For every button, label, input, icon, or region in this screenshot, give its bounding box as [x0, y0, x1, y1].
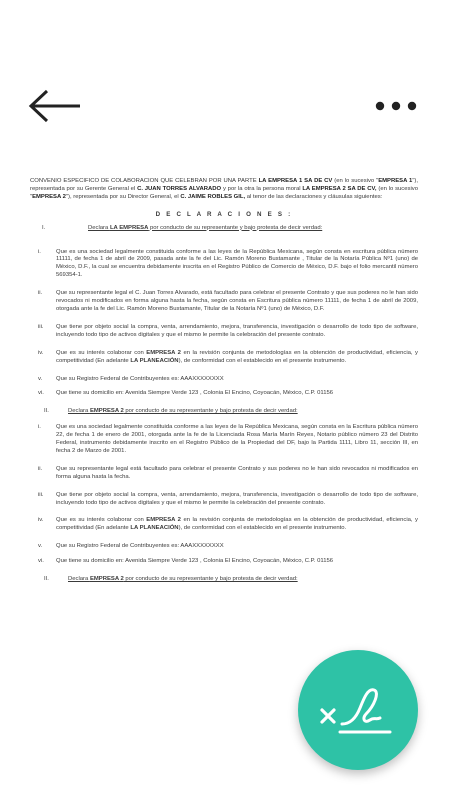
section-text: Declara EMPRESA 2 por conducto de su representante y bajo protesta de decir verdad: — [68, 576, 298, 583]
more-options-button[interactable] — [372, 92, 422, 120]
declaration-item: v. Que su Registro Federal de Contribuyentes es: AAAXXXXXXXX — [38, 543, 224, 550]
section-heading-1 — [30, 225, 418, 233]
back-button[interactable] — [28, 88, 84, 124]
declaration-item: iii. Que tiene por objeto social la compra, venta, arrendamiento, mejora, transferencia, investigación o desarrollo de todo tipo de software, incluyendo todo tipo de activos digitales y que el mismo le permite la celebración del presente contrato. — [38, 491, 418, 506]
declaration-item: iv. Que es su interés colaborar con EMPRESA 2 en la revisión conjunta de metodologías en la obtención de productividad, eficiencia, y competitividad (En adelante LA PLANEACIÓN), de conformidad con el establecido en el presente instrumento. — [38, 349, 418, 364]
declaration-item: v. Que su Registro Federal de Contribuyentes es: AAAXXXXXXXX — [38, 375, 224, 382]
declaration-item: vi. Que tiene su domicilio en: Avenida Siempre Verde 123 , Colonia El Encino, Coyoacán, México, C.P. 01156 — [38, 558, 334, 565]
declaration-item: i. Que es una sociedad legalmente constituida conforme a las leyes de la República Mexicana, según consta en escritura pública número 11111, de fecha 1 de abril de 2009, pasada ante la fe del Lic. Ramón Moreno Bustamante , Titular de la Notaría Pública Nº1 (uno) de México, D.F., la cual se encuentra debidamente inscrita en el Registro Público de Comercio de México, D.F. bajo el folio mercantil número 569354-1. — [38, 248, 418, 279]
section-number: I. — [42, 224, 46, 231]
declaraciones-heading: D E C L A R A C I O N E S : — [155, 210, 293, 218]
arrow-left-icon — [28, 88, 84, 124]
declaration-item: ii. Que su representante legal el C. Juan Torres Alvarado, está facultado para celebrar el presente Contrato y que sus poderes no le han sido revocados ni modificados en forma alguna hasta la fecha, según consta en Escritura pública número 11111, de fecha 1 de abril de 2009, otorgada ante la fe del Lic. Ramón Moreno Bustamante, Titular de la Notaría Nº1 (uno) de México, D.F. — [38, 290, 418, 312]
section-number: II. — [44, 408, 49, 415]
declaration-item: iv. Que es su interés colaborar con EMPRESA 2 en la revisión conjunta de metodologías en la obtención de productividad, eficiencia, y competitividad (En adelante LA PLANEACIÓN), de conformidad con el establecido en el presente instrumento. — [38, 517, 418, 532]
section-number: II. — [44, 576, 49, 583]
declaration-item: vi. Que tiene su domicilio en: Avenida Siempre Verde 123 , Colonia El Encino, Coyoacán, México, C.P. 01156 — [38, 390, 334, 397]
section-text: Declara LA EMPRESA por conducto de su representante y bajo protesta de decir verdad: — [88, 224, 323, 231]
declaration-item: i. Que es una sociedad legalmente constituida conforme a las leyes de la República Mexicana, según consta en la Escritura pública número 22, de fecha 1 de enero de 2001, otorgada ante la fe de la Licenciada Rosa María Marín Reyes, Notario público número 23 del Distrito Federal, instrumento debidamente inscrito en el Registro Público de la Propiedad del DF, bajo la Partida 1111, Libro 11, sección III, en fecha 2 de Marzo de 2001. — [38, 424, 418, 454]
section-heading-3 — [30, 576, 418, 584]
toolbar — [0, 0, 450, 150]
sign-fab-button[interactable] — [298, 650, 418, 770]
section-heading-2 — [30, 408, 418, 416]
document-intro: CONVENIO ESPECÍFICO DE COLABORACIÓN QUE CELEBRAN POR UNA PARTE LA EMPRESA 1 SA DE CV (en lo sucesivo "EMPRESA 1"), representada por su Gerente General el C. JUAN TORRES ALVARADO y por la otra la persona moral LA EMPRESA 2 SA DE CV, (en lo sucesivo "EMPRESA 2"), representada por su Director General, el C. JAIME ROBLES GIL, al tenor de las declaraciones y cláusulas siguientes: — [30, 178, 418, 200]
declaration-item: ii. Que su representante legal está facultado para celebrar el presente Contrato y sus poderes no le han sido revocados ni modificados en forma alguna hasta la fecha. — [38, 465, 418, 480]
declaration-item: iii. Que tiene por objeto social la compra, venta, arrendamiento, mejora, transferencia, investigación o desarrollo de todo tipo de software, incluyendo todo tipo de activos digitales y que el mismo le permite la celebración del presente contrato. — [38, 323, 418, 338]
signature-icon — [320, 680, 396, 740]
more-dots-icon — [372, 92, 422, 120]
section-text: Declara EMPRESA 2 por conducto de su representante y bajo protesta de decir verdad: — [68, 408, 298, 415]
